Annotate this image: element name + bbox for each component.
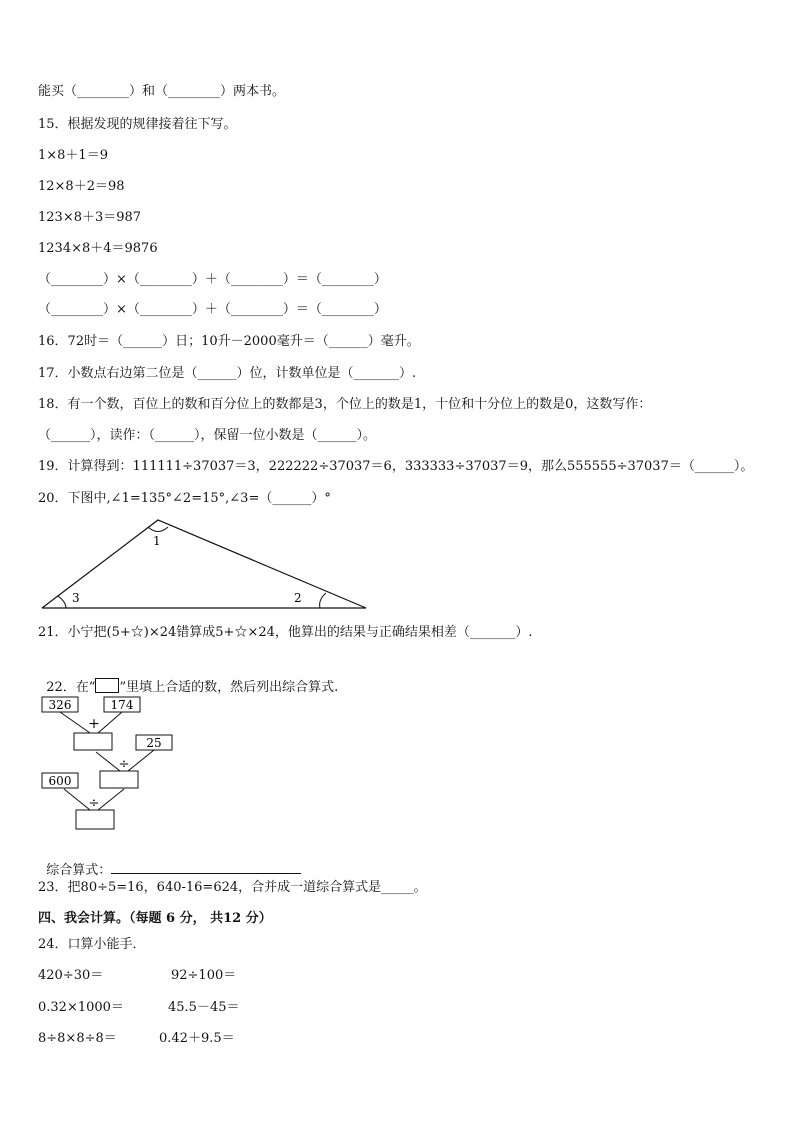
q15-fill-row-1[interactable]: （________）×（________）＋（________）＝（________）: [38, 272, 387, 287]
angle-1-label: 1: [153, 534, 161, 548]
q21[interactable]: 21．小宁把(5+☆)×24错算成5+☆×24，他算出的结果与正确结果相差（_______）.: [38, 625, 533, 640]
q22-formula-blank[interactable]: [111, 861, 301, 874]
flow-diagram: [38, 693, 188, 833]
q15-eq2: 12×8＋2＝98: [38, 179, 125, 194]
q15-fill-row-2[interactable]: （________）×（________）＋（________）＝（________）: [38, 302, 387, 317]
flow-answer-box-1[interactable]: [74, 733, 112, 750]
angle-2-label: 2: [294, 591, 302, 605]
q22-prompt-pre: 22．在“: [46, 680, 96, 695]
q15-eq4: 1234×8＋4＝9876: [38, 241, 158, 256]
q22-formula: [38, 845, 301, 879]
q14-tail: 能买（________）和（________）两本书。: [38, 84, 286, 99]
q17[interactable]: 17．小数点右边第二位是（______）位，计数单位是（_______）.: [38, 366, 417, 381]
flow-value-600: 600: [48, 774, 72, 788]
q15-eq1: 1×8＋1＝9: [38, 148, 108, 163]
q22-prompt: [38, 662, 338, 696]
calc-2-1: 0.32×1000＝: [38, 1000, 124, 1015]
divide-operator-1: ÷: [118, 757, 130, 772]
calc-1-2: 92÷100＝: [171, 968, 237, 983]
flow-value-25: 25: [146, 736, 162, 750]
q16[interactable]: 16．72时＝（______）日；10升－2000毫升＝（______）毫升。: [38, 334, 420, 349]
calc-2-2: 45.5－45＝: [168, 1000, 240, 1015]
flow-answer-box-3[interactable]: [76, 810, 114, 829]
q22-prompt-post: ”里填上合适的数，然后列出综合算式.: [119, 680, 339, 695]
divide-operator-2: ÷: [88, 796, 100, 811]
angle-3-label: 3: [72, 591, 80, 605]
q24-title: 24．口算小能手．: [38, 937, 146, 952]
q18-line2[interactable]: （______），读作：（______），保留一位小数是（______）。: [38, 428, 377, 443]
section-4-heading: 四、我会计算。（每题 6 分， 共12 分）: [38, 911, 272, 926]
triangle-figure: [36, 514, 376, 614]
calc-3-1: 8÷8×8÷8＝: [38, 1031, 117, 1046]
flow-value-326: 326: [48, 698, 72, 712]
flow-answer-box-2[interactable]: [100, 771, 138, 788]
calc-3-2: 0.42＋9.5＝: [159, 1031, 235, 1046]
q15-eq3: 123×8＋3＝987: [38, 210, 142, 225]
q22-formula-label: 综合算式：: [46, 863, 112, 878]
calc-1-1: 420÷30＝: [38, 968, 104, 983]
blank-box-icon: [95, 678, 119, 693]
q23[interactable]: 23．把80÷5=16，640-16=624，合并成一道综合算式是_____。: [38, 880, 427, 895]
q15-title: 15．根据发现的规律接着往下写。: [38, 117, 237, 132]
q19[interactable]: 19．计算得到：111111÷37037＝3，222222÷37037＝6，333333÷37037＝9，那么555555÷37037＝（______）。: [38, 459, 754, 474]
q18-line1: 18．有一个数，百位上的数和百分位上的数都是3，个位上的数是1，十位和十分位上的数是0，这数写作：: [38, 397, 652, 412]
plus-operator: +: [88, 716, 100, 732]
flow-value-174: 174: [110, 698, 134, 712]
q20[interactable]: 20．下图中,∠1=135°∠2=15°,∠3=（______）°: [38, 491, 331, 506]
